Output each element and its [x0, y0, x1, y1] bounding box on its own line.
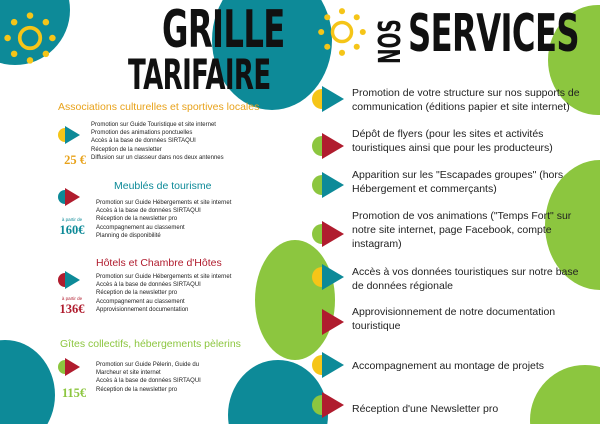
list-item: Accompagnement au classement	[96, 298, 185, 305]
arrow-triangle-icon	[322, 309, 344, 335]
price-meubles: 160€	[59, 223, 85, 237]
service-text-1: Promotion de votre structure sur nos supports de communication (éditions papier et site internet)	[352, 87, 580, 113]
service-icon-7	[312, 350, 350, 380]
list-item: Réception de la newsletter pro	[96, 216, 178, 223]
service-icon-4	[312, 219, 350, 249]
arrow-triangle-icon	[322, 172, 344, 198]
arrow-triangle-icon	[65, 126, 80, 144]
section-title-hotels: Hôtels et Chambre d'Hôtes	[96, 257, 222, 269]
sun-icon-left	[2, 10, 58, 66]
items-meubles	[96, 199, 231, 240]
list-item: Promotion sur Guide Touristique et site internet	[91, 122, 216, 128]
list-item: Promotion sur Guide Hébergements et site internet	[96, 200, 232, 206]
sun-icon-right	[316, 6, 368, 58]
items-hotels	[96, 273, 231, 314]
title-grille: GRILLE	[162, 0, 285, 60]
section-icon-meubles	[58, 188, 80, 206]
arrow-triangle-icon	[322, 264, 344, 290]
service-text-2: Dépôt de flyers (pour les sites et activités touristiques ainsi que pour les producteurs)	[352, 128, 553, 154]
service-text-5: Accès à vos données touristiques sur notre base de données régionale	[352, 266, 579, 292]
price-prefix-meubles: à partir de	[61, 217, 83, 222]
section-icon-hotels	[58, 271, 80, 289]
service-text-8: Réception d'une Newsletter pro	[352, 403, 499, 415]
list-item: Planning de disponibilité	[96, 232, 161, 239]
section-icon-gites	[58, 358, 80, 376]
service-text-7: Accompagnement au montage de projets	[352, 360, 545, 372]
price-prefix-hotels: à partir de	[61, 296, 83, 301]
arrow-triangle-icon	[322, 352, 344, 378]
list-item: Approvisionnement documentation	[96, 306, 189, 313]
section-title-meubles: Meublés de tourisme	[114, 180, 212, 192]
green-circle-center-right	[255, 240, 335, 360]
list-item: Promotion des animations ponctuelles	[91, 130, 193, 137]
arrow-triangle-icon	[322, 86, 344, 112]
list-item: Promotion sur Guide Pèlerin, Guide du	[96, 362, 200, 368]
section-title-associations: Associations culturelles et sportives locales	[58, 101, 260, 113]
arrow-triangle-icon	[322, 221, 344, 247]
list-item: Réception de la newsletter pro	[96, 290, 178, 297]
title-tarifaire: TARIFAIRE	[128, 50, 271, 99]
list-item: Réception de la newsletter pro	[96, 386, 178, 393]
list-item: Accompagnement au classement	[96, 224, 185, 231]
arrow-triangle-icon	[65, 188, 80, 206]
service-icon-5	[312, 262, 350, 292]
list-item: Promotion sur Guide Hébergements et site internet	[96, 274, 232, 280]
arrow-triangle-icon	[322, 133, 344, 159]
arrow-triangle-icon	[322, 392, 344, 418]
title-nos-vertical	[373, 4, 408, 64]
list-item: Accès à la base de données SIRTAQUI	[96, 378, 201, 385]
list-item: Diffusion sur un classeur dans nos deux antennes	[91, 154, 224, 161]
teal-circle-bottom-left	[0, 340, 55, 424]
service-icon-6	[312, 307, 350, 337]
items-gites	[96, 361, 201, 394]
list-item: Marcheur et site internet	[96, 370, 161, 377]
list-item: Accès à la base de données SIRTAQUI	[91, 138, 196, 145]
price-hotels: 136€	[59, 302, 85, 316]
list-item: Accès à la base de données SIRTAQUI	[96, 282, 201, 289]
price-gites: 115€	[61, 386, 87, 400]
title-services: SERVICES	[408, 4, 579, 64]
items-associations	[91, 121, 224, 162]
service-icon-8	[312, 390, 350, 420]
service-text-6: Approvisionnement de notre documentation touristique	[352, 306, 556, 332]
service-text-3: Apparition sur les "Escapades groupes" (hors Hébergement et commerçants)	[352, 169, 564, 195]
arrow-triangle-icon	[65, 271, 80, 289]
service-icon-3	[312, 170, 350, 200]
price-associations: 25 €	[64, 153, 86, 167]
section-icon-associations	[58, 126, 80, 144]
title-nos: NOS	[373, 19, 408, 64]
service-text-4: Promotion de vos animations ("Temps Fort" sur notre site internet, page Facebook, compte instagram)	[352, 210, 572, 250]
list-item: Accès à la base de données SIRTAQUI	[96, 208, 201, 215]
section-title-gites: Gîtes collectifs, hébergements pèlerins	[60, 338, 241, 350]
list-item: Réception de la newsletter	[91, 146, 162, 153]
arrow-triangle-icon	[65, 358, 80, 376]
service-icon-2	[312, 131, 350, 161]
service-icon-1	[312, 84, 350, 114]
